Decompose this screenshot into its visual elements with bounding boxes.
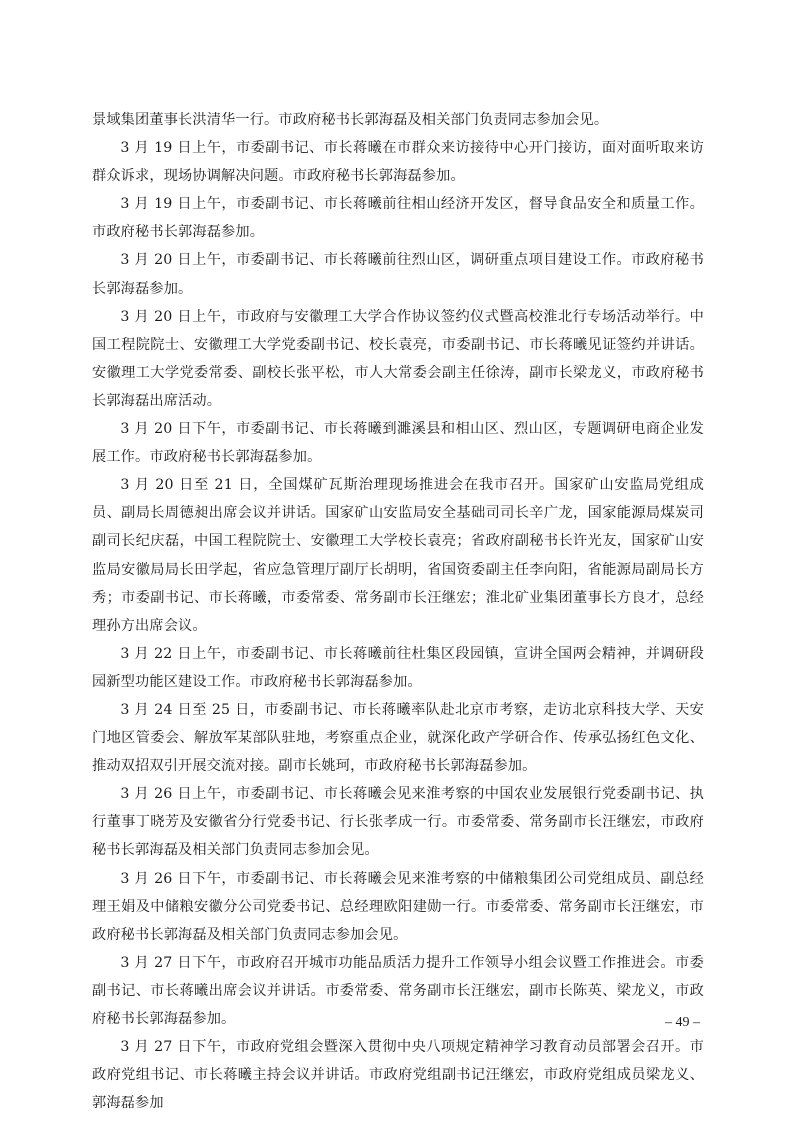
paragraph: 3 月 19 日上午，市委副书记、市长蒋曦前往相山经济开发区，督导食品安全和质量工作。市政府秘书长郭海磊参加。 xyxy=(92,196,704,241)
paragraph: 3 月 26 日下午，市委副书记、市长蒋曦会见来淮考察的中储粮集团公司党组成员、副总经理王娟及中储粮安徽分公司党委书记、总经理欧阳建勋一行。市委常委、常务副市长汪继宏，市政府秘书长郭海磊及相关部门负责同志参加会见。 xyxy=(92,870,704,943)
paragraph: 3 月 20 日上午，市委副书记、市长蒋曦前往烈山区，调研重点项目建设工作。市政府秘书长郭海磊参加。 xyxy=(92,252,704,297)
paragraph: 3 月 20 日上午，市政府与安徽理工大学合作协议签约仪式暨高校淮北行专场活动举行。中国工程院院士、安徽理工大学党委副书记、校长袁亮，市委副书记、市长蒋曦见证签约并讲话。安徽理工大学党委常委、副校长张平松，市人大常委会副主任徐涛，副市长梁龙义，市政府秘书长郭海磊出席活动。 xyxy=(92,308,704,409)
paragraph: 3 月 20 日下午，市委副书记、市长蒋曦到濉溪县和相山区、烈山区，专题调研电商企业发展工作。市政府秘书长郭海磊参加。 xyxy=(92,421,704,466)
paragraph: 3 月 22 日上午，市委副书记、市长蒋曦前往杜集区段园镇，宣讲全国两会精神，并调研段园新型功能区建设工作。市政府秘书长郭海磊参加。 xyxy=(92,645,704,690)
paragraph: 3 月 19 日上午，市委副书记、市长蒋曦在市群众来访接待中心开门接访，面对面听取来访群众诉求，现场协调解决问题。市政府秘书长郭海磊参加。 xyxy=(92,140,704,185)
document-body xyxy=(92,106,704,1117)
paragraph: 3 月 26 日上午，市委副书记、市长蒋曦会见来淮考察的中国农业发展银行党委副书记、执行董事丁晓芳及安徽省分行党委书记、行长张孝成一行。市委常委、常务副市长汪继宏，市政府秘书长郭海磊及相关部门负责同志参加会见。 xyxy=(92,786,704,859)
paragraph: 3 月 27 日下午，市政府召开城市功能品质活力提升工作领导小组会议暨工作推进会。市委副书记、市长蒋曦出席会议并讲话。市委常委、常务副市长汪继宏，副市长陈英、梁龙义，市政府秘书长郭海磊参加。 xyxy=(92,954,704,1027)
paragraph: 3 月 20 日至 21 日，全国煤矿瓦斯治理现场推进会在我市召开。国家矿山安监局党组成员、副局长周德昶出席会议并讲话。国家矿山安监局安全基础司司长辛广龙，国家能源局煤炭司副司长纪庆磊，中国工程院院士、安徽理工大学校长袁亮；省政府副秘书长许光友，国家矿山安监局安徽局局长田学起，省应急管理厅副厅长胡明，省国资委副主任李向阳，省能源局副局长方秀；市委副书记、市长蒋曦，市委常委、常务副市长汪继宏；淮北矿业集团董事长方良才，总经理孙方出席会议。 xyxy=(92,477,704,634)
paragraph: 3 月 24 日至 25 日，市委副书记、市长蒋曦率队赴北京市考察，走访北京科技大学、天安门地区管委会、解放军某部队驻地，考察重点企业，就深化政产学研合作、传承弘扬红色文化、推动双招双引开展交流对接。副市长姚珂，市政府秘书长郭海磊参加。 xyxy=(92,701,704,775)
paragraph-continued: 景域集团董事长洪清华一行。市政府秘书长郭海磊及相关部门负责同志参加会见。 xyxy=(92,112,609,128)
paragraph: 3 月 27 日下午，市政府党组会暨深入贯彻中央八项规定精神学习教育动员部署会召开。市政府党组书记、市长蒋曦主持会议并讲话。市政府党组副书记汪继宏，市政府党组成员梁龙义、郭海磊参加 xyxy=(92,1039,704,1112)
page-number: – 49 – xyxy=(665,1015,700,1030)
